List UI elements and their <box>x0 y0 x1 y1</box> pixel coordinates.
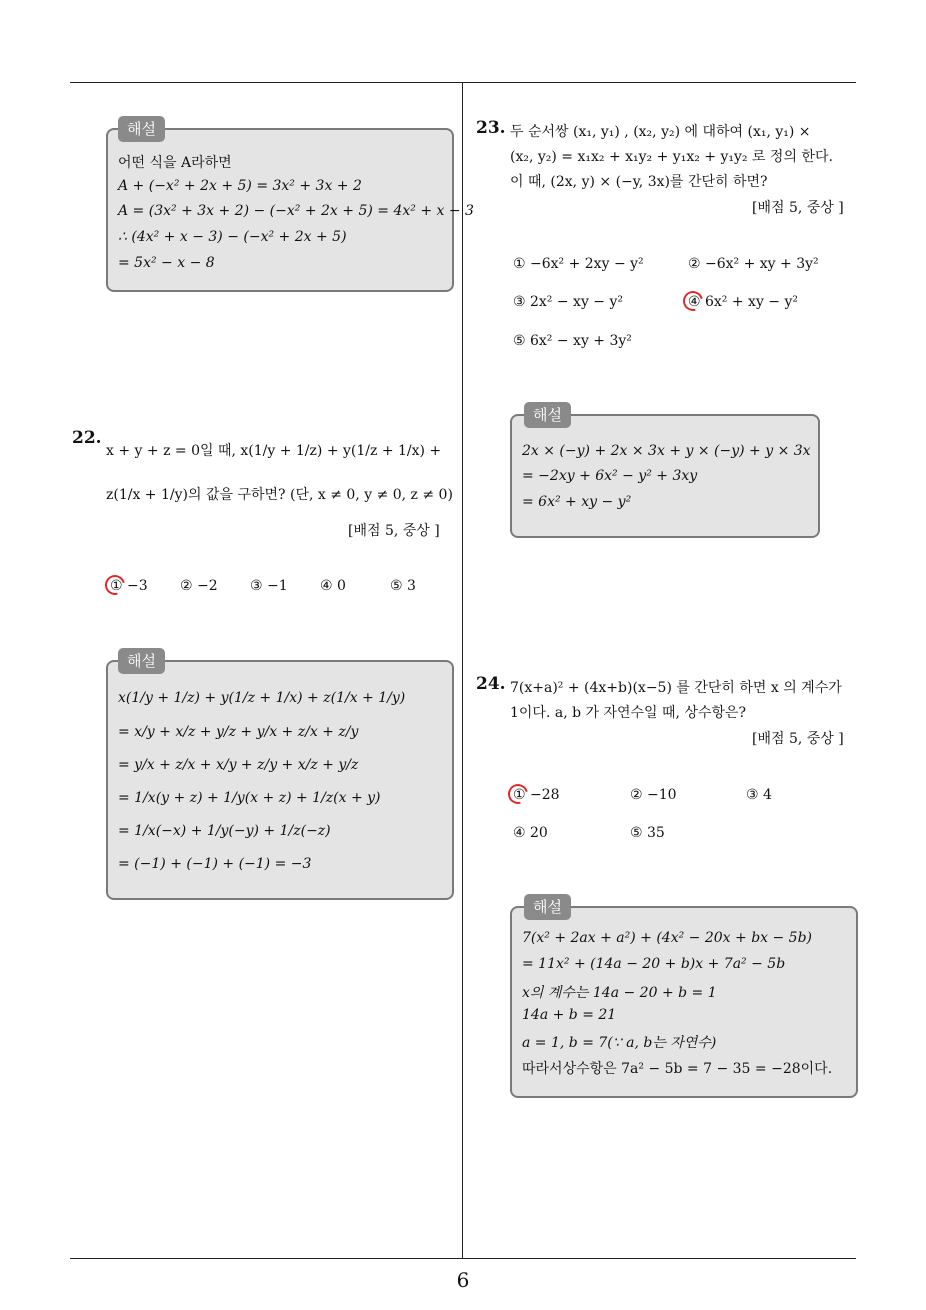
q24-choice-1[interactable]: ① −28 <box>513 787 560 803</box>
q22-answer-mark <box>101 571 128 598</box>
page-number: 6 <box>456 1268 470 1292</box>
q23-score: [배점 5, 중상 ] <box>752 200 844 216</box>
q24-choice-3[interactable]: ③ 4 <box>746 787 772 803</box>
q24-explanation-tag: 해설 <box>524 894 571 920</box>
q22-explain-line: = 1/x(y + z) + 1/y(x + z) + 1/z(x + y) <box>118 790 381 806</box>
q21-explain-line: ∴ (4x² + x − 3) − (−x² + 2x + 5) <box>118 229 347 245</box>
q24-number: 24. <box>476 674 506 694</box>
q23-choice-1[interactable]: ① −6x² + 2xy − y² <box>513 256 644 272</box>
q24-explain-line: x의 계수는 14a − 20 + b = 1 <box>522 985 717 1001</box>
q23-answer-mark <box>679 287 706 314</box>
q21-explain-line: 어떤 식을 A라하면 <box>118 155 232 171</box>
top-rule <box>70 82 856 83</box>
q22-explain-line: = 1/x(−x) + 1/y(−y) + 1/z(−z) <box>118 823 331 839</box>
q22-score: [배점 5, 중상 ] <box>348 523 440 539</box>
q23-explain-line: = −2xy + 6x² − y² + 3xy <box>522 468 698 484</box>
q24-text: 7(x+a)² + (4x+b)(x−5) 를 간단히 하면 x 의 계수가 <box>510 680 842 696</box>
q23-explanation-tag: 해설 <box>524 402 571 428</box>
q23-choice-3[interactable]: ③ 2x² − xy − y² <box>513 294 624 310</box>
q22-choice-1[interactable]: ① −3 <box>110 578 148 594</box>
q21-explain-line: A + (−x² + 2x + 5) = 3x² + 3x + 2 <box>118 178 362 194</box>
q23-choice-4[interactable]: ④ 6x² + xy − y² <box>688 294 799 310</box>
q22-explain-line: = (−1) + (−1) + (−1) = −3 <box>118 856 312 872</box>
q23-number: 23. <box>476 118 506 138</box>
q24-choice-5[interactable]: ⑤ 35 <box>630 825 665 841</box>
q24-choice-4[interactable]: ④ 20 <box>513 825 548 841</box>
q24-explain-line: 14a + b = 21 <box>522 1007 617 1023</box>
q22-text: x + y + z = 0일 때, x(1/y + 1/z) + y(1/z + 1/x) + <box>106 443 442 459</box>
q22-choice-3[interactable]: ③ −1 <box>250 578 288 594</box>
q21-explain-line: A = (3x² + 3x + 2) − (−x² + 2x + 5) = 4x² + x − 3 <box>118 203 474 219</box>
q22-choice-2[interactable]: ② −2 <box>180 578 218 594</box>
q23-text: (x₂, y₂) = x₁x₂ + x₁y₂ + y₁x₂ + y₁y₂ 로 정의 한다. <box>510 149 833 165</box>
q22-explain-line: = y/x + z/x + x/y + z/y + x/z + y/z <box>118 757 359 773</box>
q24-choice-2[interactable]: ② −10 <box>630 787 677 803</box>
q24-explain-line: 따라서상수항은 7a² − 5b = 7 − 35 = −28이다. <box>522 1061 833 1077</box>
q24-answer-mark <box>504 780 531 807</box>
q22-explain-line: = x/y + x/z + y/z + y/x + z/x + z/y <box>118 724 359 740</box>
bottom-rule <box>70 1258 856 1259</box>
q23-text: 두 순서쌍 (x₁, y₁) , (x₂, y₂) 에 대하여 (x₁, y₁) × <box>510 124 811 140</box>
q23-text: 이 때, (2x, y) × (−y, 3x)를 간단히 하면? <box>510 174 768 190</box>
q22-text: z(1/x + 1/y)의 값을 구하면? (단, x ≠ 0, y ≠ 0, z ≠ 0) <box>106 487 453 503</box>
q23-choice-2[interactable]: ② −6x² + xy + 3y² <box>688 256 819 272</box>
q22-choice-5[interactable]: ⑤ 3 <box>390 578 416 594</box>
q24-text: 1이다. a, b 가 자연수일 때, 상수항은? <box>510 705 747 721</box>
q24-explain-line: a = 1, b = 7(∵ a, b는 자연수) <box>522 1035 717 1051</box>
q22-explanation-tag: 해설 <box>118 648 165 674</box>
q24-explain-line: = 11x² + (14a − 20 + b)x + 7a² − 5b <box>522 956 786 972</box>
q23-choice-5[interactable]: ⑤ 6x² − xy + 3y² <box>513 333 632 349</box>
q21-explanation-tag: 해설 <box>118 116 165 142</box>
q24-score: [배점 5, 중상 ] <box>752 731 844 747</box>
q23-explain-line: 2x × (−y) + 2x × 3x + y × (−y) + y × 3x <box>522 443 811 459</box>
q22-choice-4[interactable]: ④ 0 <box>320 578 346 594</box>
q21-explain-line: = 5x² − x − 8 <box>118 255 215 271</box>
q22-explain-line: x(1/y + 1/z) + y(1/z + 1/x) + z(1/x + 1/y) <box>118 690 406 706</box>
q23-explain-line: = 6x² + xy − y² <box>522 494 632 510</box>
q22-number: 22. <box>72 428 102 448</box>
column-divider <box>462 82 463 1259</box>
q24-explain-line: 7(x² + 2ax + a²) + (4x² − 20x + bx − 5b) <box>522 930 813 946</box>
